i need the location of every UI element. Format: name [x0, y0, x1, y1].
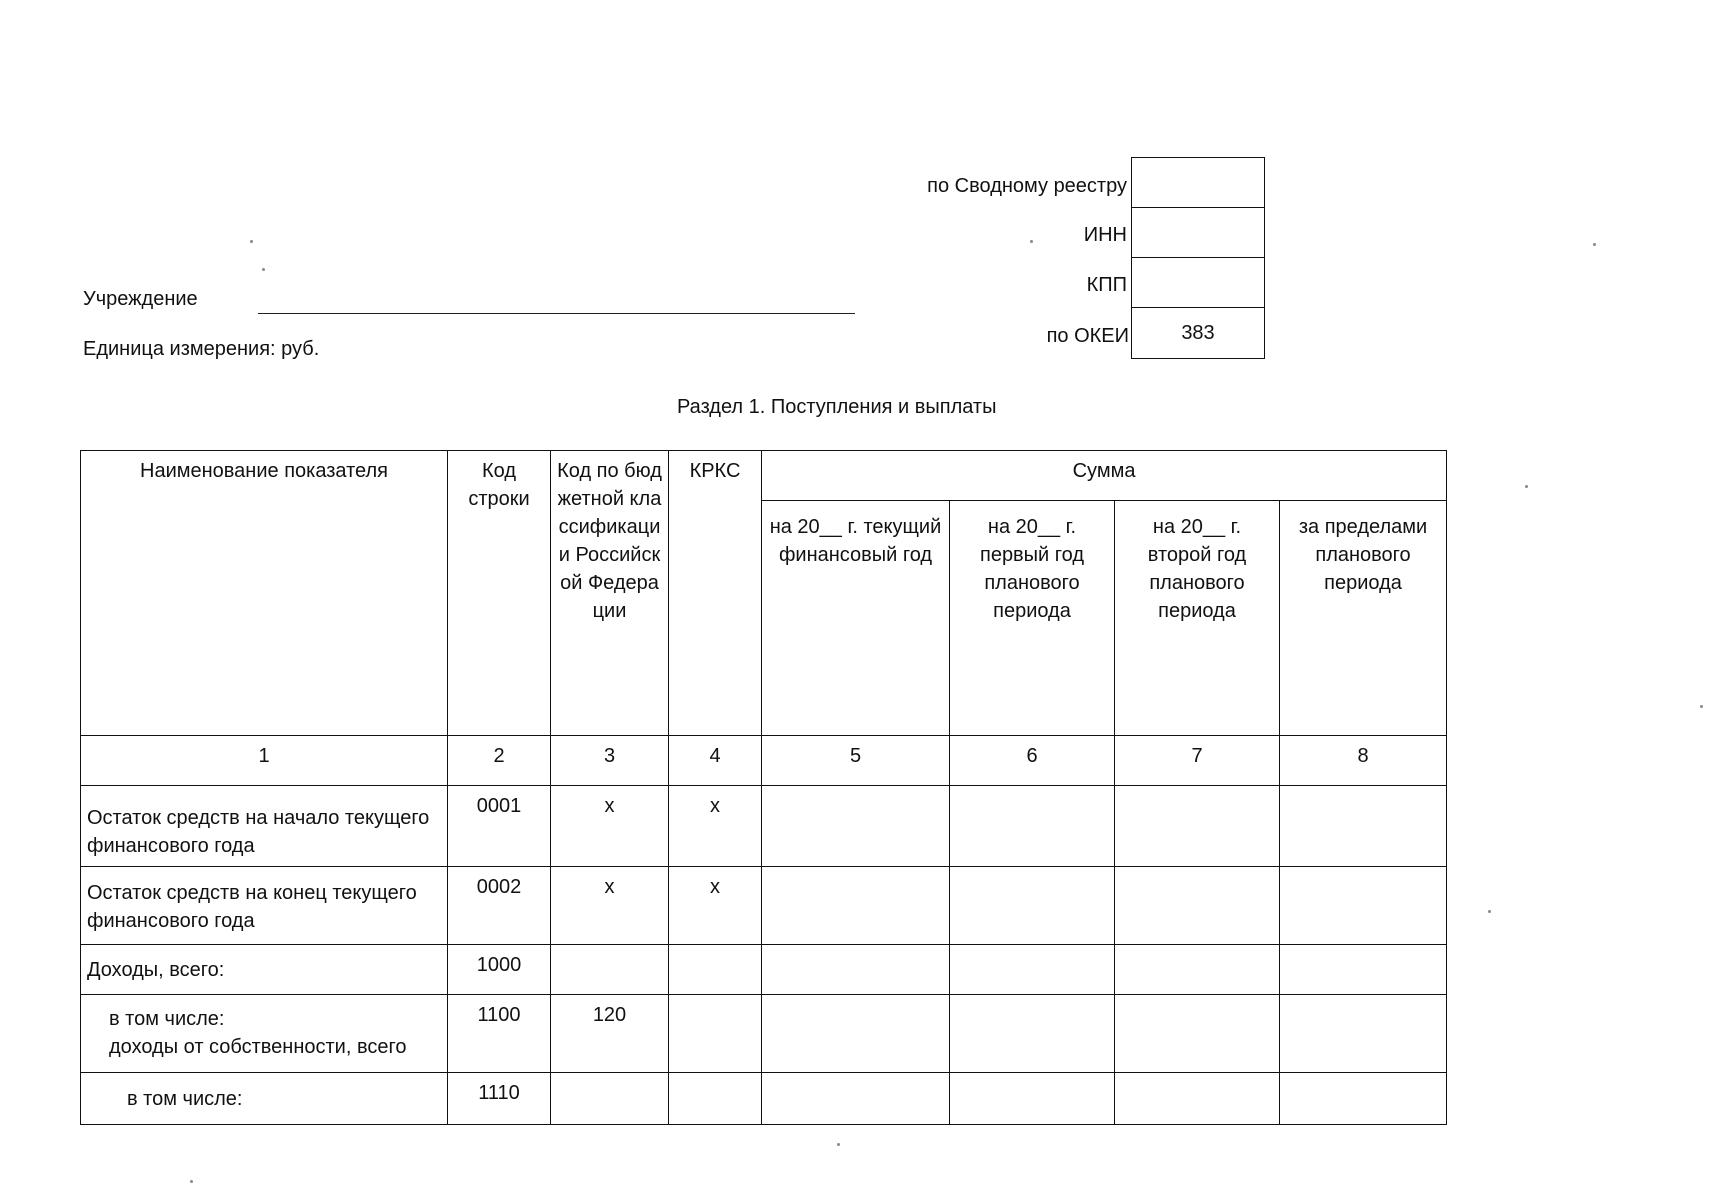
table-row [81, 786, 1447, 867]
code-label-kpp: КПП [1086, 274, 1127, 296]
scan-speck [190, 1180, 193, 1183]
col-number: 7 [1115, 736, 1280, 786]
header-krks: КРКС [669, 451, 762, 736]
row-sum-first [950, 995, 1115, 1073]
header-budget-code: Код по бюджетной классификации Российской Федерации [551, 451, 669, 736]
row-code: 1000 [448, 945, 551, 995]
row-name-line2: доходы от собственности, всего [109, 1036, 407, 1058]
row-code: 1110 [448, 1073, 551, 1125]
code-value-okei: 383 [1181, 322, 1215, 344]
scan-speck [1700, 705, 1703, 708]
receipts-payments-table [80, 450, 1447, 1125]
row-sum-current [762, 945, 950, 995]
scan-speck [837, 1143, 840, 1146]
scan-speck [1030, 240, 1033, 243]
scan-speck [250, 240, 253, 243]
row-code: 1100 [448, 995, 551, 1073]
code-value-inn [1132, 208, 1264, 258]
header-sum-first: на 20__ г. первый год планового периода [950, 501, 1115, 736]
row-sum-current [762, 995, 950, 1073]
header-sum-current: на 20__ г. текущий финансовый год [762, 501, 950, 736]
header-sum-second: на 20__ г. второй год планового периода [1115, 501, 1280, 736]
scan-speck [1593, 243, 1596, 246]
row-sum-first [950, 1073, 1115, 1125]
code-value-kpp [1132, 258, 1264, 308]
col-number: 6 [950, 736, 1115, 786]
row-name: Доходы, всего: [81, 945, 448, 995]
row-sum-beyond [1280, 867, 1447, 945]
row-krks: х [669, 867, 762, 945]
row-sum-first [950, 867, 1115, 945]
row-sum-beyond [1280, 945, 1447, 995]
header-name: Наименование показателя [81, 451, 448, 736]
row-sum-second [1115, 995, 1280, 1073]
row-sum-beyond [1280, 786, 1447, 867]
col-number: 4 [669, 736, 762, 786]
code-label-registry: по Сводному реестру [927, 175, 1127, 197]
row-name: Остаток средств на начало текущего финансового года [81, 786, 448, 867]
row-sum-beyond [1280, 1073, 1447, 1125]
row-krks [669, 1073, 762, 1125]
institution-label: Учреждение [83, 288, 198, 310]
table-row [81, 867, 1447, 945]
code-label-okei: по ОКЕИ [1046, 325, 1129, 347]
row-name-line1: в том числе: [109, 1008, 225, 1030]
row-krks [669, 945, 762, 995]
row-sum-first [950, 786, 1115, 867]
table-row [81, 995, 1447, 1073]
col-number: 3 [551, 736, 669, 786]
header-code: Код строки [448, 451, 551, 736]
row-budget: 120 [551, 995, 669, 1073]
scan-speck [262, 268, 265, 271]
row-sum-second [1115, 867, 1280, 945]
row-budget: х [551, 867, 669, 945]
row-sum-current [762, 786, 950, 867]
row-sum-first [950, 945, 1115, 995]
row-sum-current [762, 867, 950, 945]
row-sum-second [1115, 786, 1280, 867]
unit-label: Единица измерения: руб. [83, 338, 320, 360]
row-budget: х [551, 786, 669, 867]
institution-underline [258, 313, 855, 314]
row-sum-current [762, 1073, 950, 1125]
row-sum-second [1115, 1073, 1280, 1125]
row-budget [551, 1073, 669, 1125]
codes-box [1131, 157, 1265, 359]
row-sum-second [1115, 945, 1280, 995]
table-row [81, 945, 1447, 995]
scan-speck [1488, 910, 1491, 913]
header-sum: Сумма [762, 451, 1447, 501]
row-krks [669, 995, 762, 1073]
row-name: Остаток средств на конец текущего финансового года [81, 867, 448, 945]
code-label-inn: ИНН [1083, 224, 1127, 246]
table-row [81, 1073, 1447, 1125]
scan-speck [1525, 485, 1528, 488]
header-sum-beyond: за пределами планового периода [1280, 501, 1447, 736]
row-code: 0002 [448, 867, 551, 945]
code-value-registry [1132, 158, 1264, 208]
col-number: 2 [448, 736, 551, 786]
row-sum-beyond [1280, 995, 1447, 1073]
col-number: 8 [1280, 736, 1447, 786]
row-budget [551, 945, 669, 995]
row-name [81, 995, 448, 1073]
section-title: Раздел 1. Поступления и выплаты [677, 396, 997, 418]
row-krks: х [669, 786, 762, 867]
col-number: 5 [762, 736, 950, 786]
row-code: 0001 [448, 786, 551, 867]
col-number: 1 [81, 736, 448, 786]
row-name: в том числе: [81, 1073, 448, 1125]
